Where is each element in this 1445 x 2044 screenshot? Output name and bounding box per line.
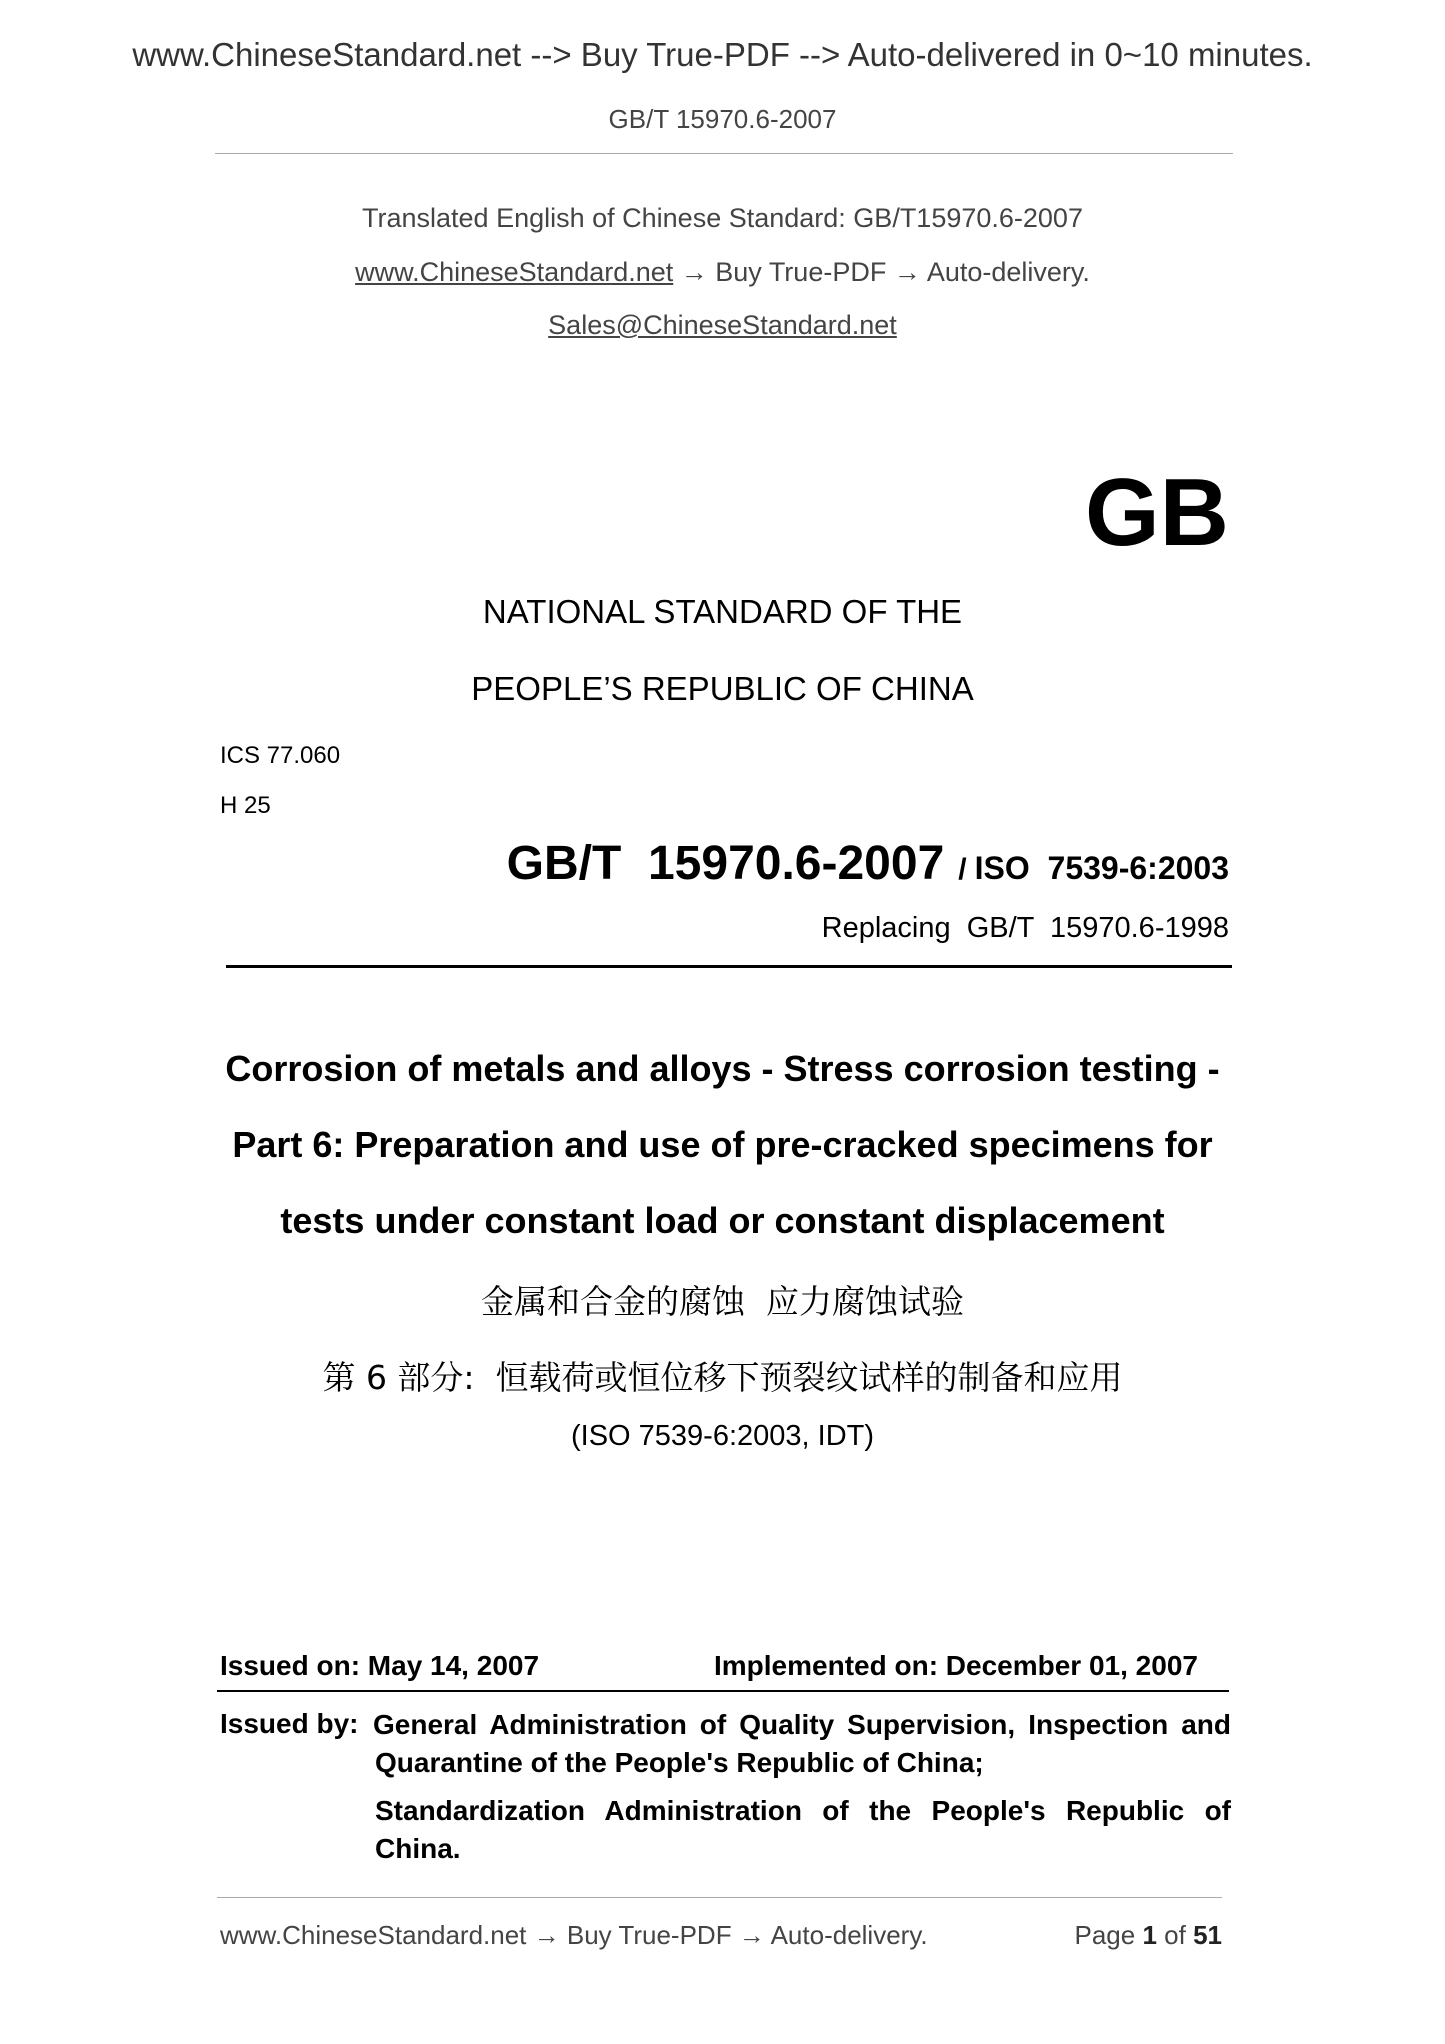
footer-delivery (220, 1920, 928, 1951)
page-total: 51 (1193, 1920, 1222, 1950)
sales-line (0, 310, 1445, 341)
page-label: Page (1074, 1920, 1136, 1950)
dates-divider (217, 1690, 1229, 1692)
issued-on-date: Issued on: May 14, 2007 (220, 1650, 540, 1681)
title-en-line1: Corrosion of metals and alloys - Stress corrosion testing - (225, 1048, 1220, 1089)
replacing-note: Replacing GB/T 15970.6-1998 (821, 912, 1229, 944)
footer-delivery-text: → Buy True-PDF → Auto-delivery. (533, 1920, 928, 1950)
ics-code: ICS 77.060 (220, 742, 341, 769)
header-standard-code: GB/T 15970.6-2007 (608, 104, 837, 134)
title-en-line2: Part 6: Preparation and use of pre-cracked specimens for (232, 1124, 1213, 1165)
title-cn-line1: 金属和合金的腐蚀 应力腐蚀试验 (481, 1282, 964, 1321)
footer-divider (217, 1897, 1222, 1898)
footer-site-link[interactable]: www.ChineseStandard.net (220, 1920, 527, 1950)
page-indicator (1074, 1920, 1222, 1951)
iso-equivalence: (ISO 7539-6:2003, IDT) (570, 1420, 875, 1452)
site-link[interactable]: www.ChineseStandard.net (355, 257, 674, 287)
of-label: of (1164, 1920, 1186, 1950)
title-cn-line2: 第 6 部分: 恒载荷或恒位移下预裂纹试样的制备和应用 (322, 1358, 1123, 1397)
number-separator: / (958, 853, 967, 886)
gb-logo: GB (1085, 459, 1229, 566)
gb-number: GB/T 15970.6-2007 (506, 837, 945, 890)
page-number: 1 (1142, 1920, 1157, 1950)
issued-by-label: Issued by: (220, 1708, 359, 1739)
ccs-code: H 25 (220, 792, 271, 819)
sales-email-link[interactable]: Sales@ChineseStandard.net (548, 310, 897, 340)
delivery-text: → Buy True-PDF → Auto-delivery. (680, 257, 1090, 287)
top-banner: www.ChineseStandard.net --> Buy True-PDF --> Auto-delivered in 0~10 minutes. (132, 36, 1313, 73)
title-divider (226, 965, 1232, 968)
implemented-on-date: Implemented on: December 01, 2007 (714, 1650, 1198, 1681)
national-standard-line2: PEOPLE’S REPUBLIC OF CHINA (471, 670, 974, 707)
title-en-line3: tests under constant load or constant displacement (280, 1200, 1165, 1241)
translated-note: Translated English of Chinese Standard: GB/T15970.6-2007 (362, 203, 1083, 233)
delivery-line (0, 257, 1445, 288)
issuer-2: Standardization Administration of the People's Republic of China. (375, 1795, 1231, 1864)
standard-number (507, 836, 1229, 891)
issuer-1: General Administration of Quality Supervision, Inspection and Quarantine of the People's Republic of China; (373, 1709, 1231, 1778)
national-standard-line1: NATIONAL STANDARD OF THE (482, 593, 963, 630)
header-divider (215, 153, 1233, 154)
iso-number: ISO 7539-6:2003 (974, 850, 1229, 886)
